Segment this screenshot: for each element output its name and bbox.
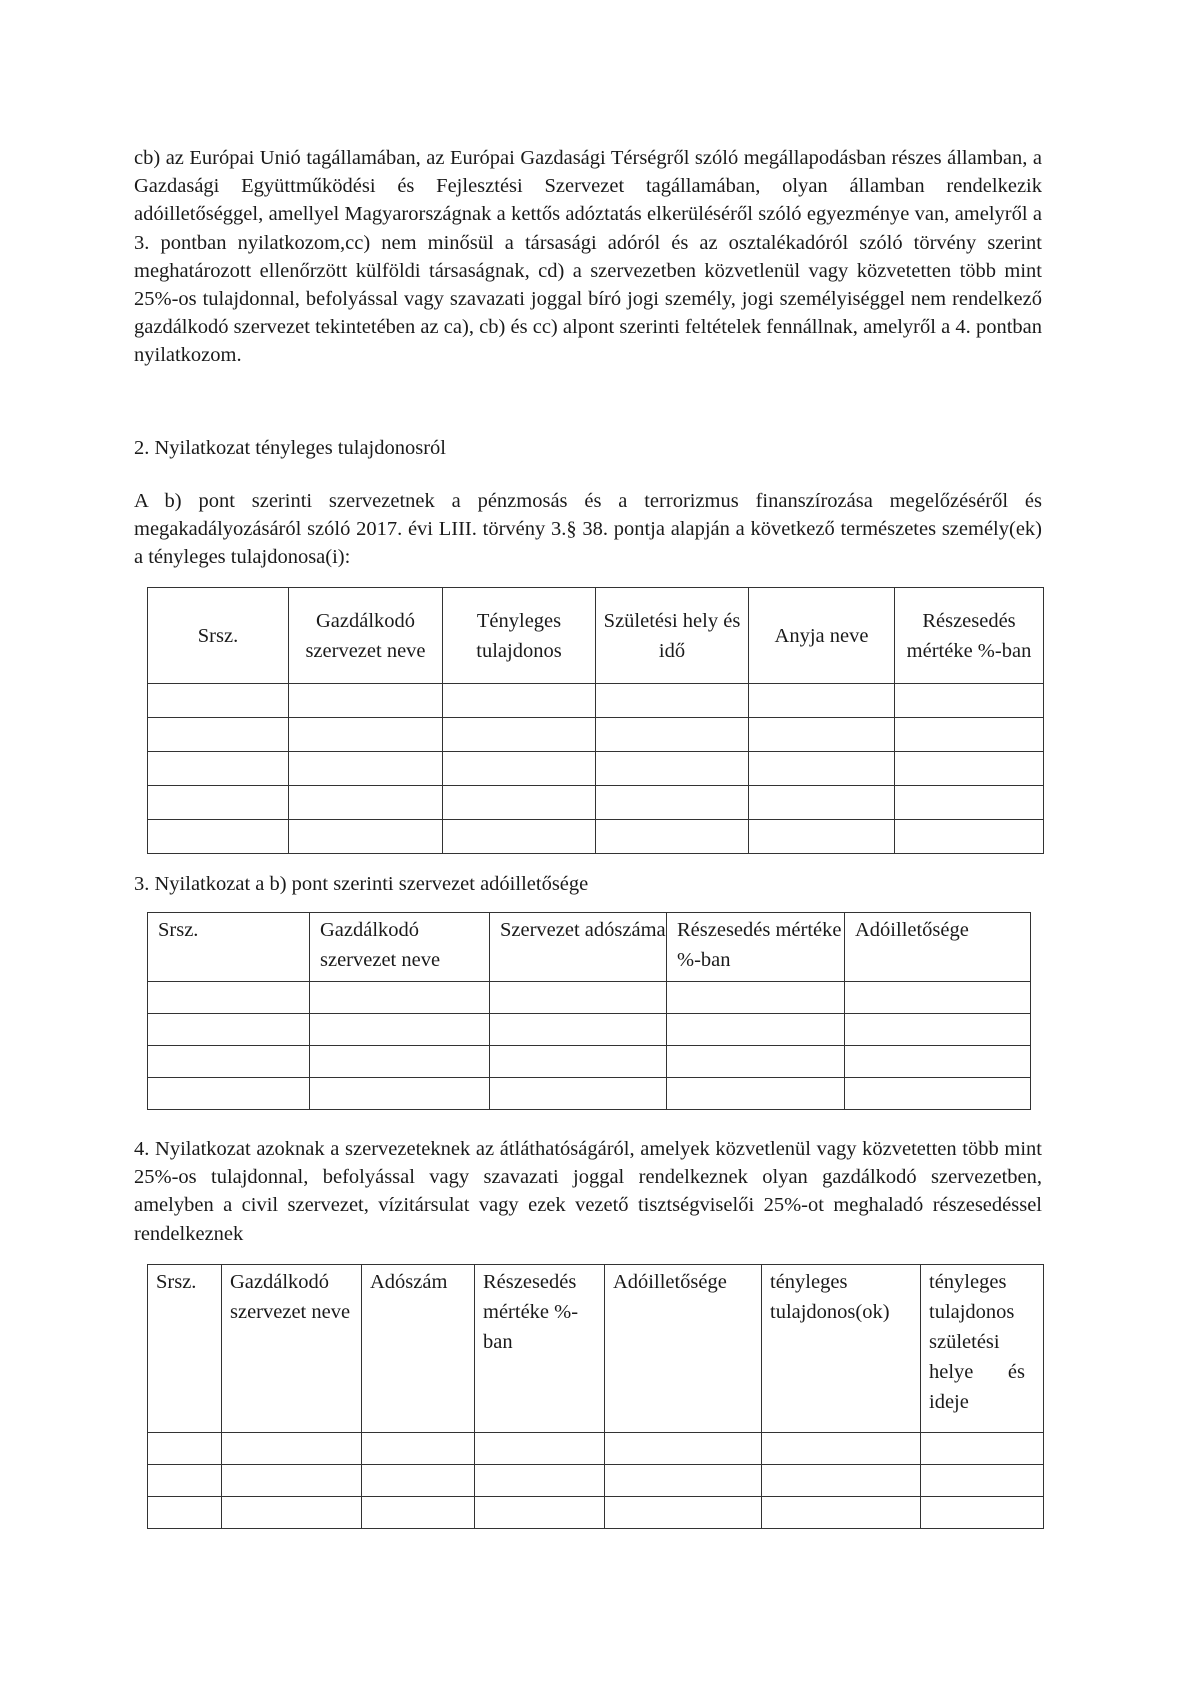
table-cell[interactable] xyxy=(596,752,749,786)
table-cell[interactable] xyxy=(490,1078,667,1110)
table-cell[interactable] xyxy=(289,718,443,752)
column-header: Gazdálkodó szervezet neve xyxy=(310,913,490,982)
table-cell[interactable] xyxy=(605,1465,762,1497)
table-cell[interactable] xyxy=(443,820,596,854)
table-cell[interactable] xyxy=(362,1465,475,1497)
table-cell[interactable] xyxy=(148,982,310,1014)
table-row xyxy=(148,1078,1031,1110)
table-cell[interactable] xyxy=(490,1046,667,1078)
column-header: Részesedés mértéke %-ban xyxy=(895,588,1044,684)
table-cell[interactable] xyxy=(596,718,749,752)
table-cell[interactable] xyxy=(921,1465,1044,1497)
table-cell[interactable] xyxy=(222,1433,362,1465)
table-cell[interactable] xyxy=(148,1433,222,1465)
table-cell[interactable] xyxy=(475,1465,605,1497)
column-header: Születési hely és idő xyxy=(596,588,749,684)
table-cell[interactable] xyxy=(749,786,895,820)
column-header: Srsz. xyxy=(148,913,310,982)
table-cell[interactable] xyxy=(148,752,289,786)
table-row xyxy=(148,1497,1044,1529)
column-header: Anyja neve xyxy=(749,588,895,684)
table-header-row xyxy=(148,913,1031,982)
column-header: Srsz. xyxy=(148,1265,222,1433)
table-cell[interactable] xyxy=(148,786,289,820)
table-cell[interactable] xyxy=(895,820,1044,854)
table-cell[interactable] xyxy=(921,1497,1044,1529)
paragraph-cb: cb) az Európai Unió tagállamában, az Európai Gazdasági Térségről szóló megállapodásban részes államban, a Gazdasági Együttműködési és Fejlesztési Szervezet tagállamában, olyan államban rendelkezik adóilletőséggel, amellyel Magyarországnak a kettős adóztatás elkerüléséről szóló egyezménye van, amelyről a 3. pontban nyilatkozom,cc) nem minősül a társasági adóról és az osztalékadóról szóló törvény szerint meghatározott ellenőrzött külföldi társaságnak, cd) a szervezetben közvetlenül vagy közvetetten több mint 25%-os tulajdonnal, befolyással vagy szavazati joggal bíró jogi személy, jogi személyiséggel nem rendelkező gazdálkodó szervezet tekintetében az ca), cb) és cc) alpont szerinti feltételek fennállnak, amelyről a 4. pontban nyilatkozom. xyxy=(134,147,1042,367)
table-cell[interactable] xyxy=(289,752,443,786)
table-cell[interactable] xyxy=(667,1078,845,1110)
table-cell[interactable] xyxy=(749,820,895,854)
table-cell[interactable] xyxy=(362,1433,475,1465)
table-cell[interactable] xyxy=(443,718,596,752)
section2-intro: A b) pont szerinti szervezetnek a pénzmosás és a terrorizmus finanszírozása megelőzéséről és megakadályozásáról szóló 2017. évi LIII. törvény 3.§ 38. pontja alapján a következő természetes személy(ek) a tényleges tulajdonosa(i): xyxy=(134,490,1042,569)
table-cell[interactable] xyxy=(475,1497,605,1529)
table-row xyxy=(148,1465,1044,1497)
column-header-text: tényleges tulajdonos születési helye és ideje xyxy=(929,1271,1025,1413)
column-header: Srsz. xyxy=(148,588,289,684)
table-cell[interactable] xyxy=(845,1046,1031,1078)
table-cell[interactable] xyxy=(845,1014,1031,1046)
table-cell[interactable] xyxy=(222,1465,362,1497)
transparency-table xyxy=(147,1264,1044,1529)
table-cell[interactable] xyxy=(605,1497,762,1529)
table-cell[interactable] xyxy=(490,1014,667,1046)
table-cell[interactable] xyxy=(148,684,289,718)
table-cell[interactable] xyxy=(443,786,596,820)
table-cell[interactable] xyxy=(148,820,289,854)
table-cell[interactable] xyxy=(490,982,667,1014)
column-header xyxy=(921,1265,1044,1433)
section2-heading: 2. Nyilatkozat tényleges tulajdonosról xyxy=(134,437,446,459)
section4-intro: 4. Nyilatkozat azoknak a szervezeteknek az átláthatóságáról, amelyek közvetlenül vagy közvetetten több mint 25%-os tulajdonnal, befolyással vagy szavazati joggal rendelkeznek olyan gazdálkodó szervezetben, amelyben a civil szervezet, vízitársulat vagy ezek vezető tisztségviselői 25%-ot meghaladó részesedéssel rendelkeznek xyxy=(134,1138,1042,1245)
table-cell[interactable] xyxy=(148,1046,310,1078)
table-cell[interactable] xyxy=(289,786,443,820)
column-header: Részesedés mértéke %-ban xyxy=(475,1265,605,1433)
column-header: Gazdálkodó szervezet neve xyxy=(289,588,443,684)
table-row xyxy=(148,1014,1031,1046)
table-row xyxy=(148,718,1044,752)
table-cell[interactable] xyxy=(289,820,443,854)
table-cell[interactable] xyxy=(475,1433,605,1465)
table-cell[interactable] xyxy=(895,718,1044,752)
table-cell[interactable] xyxy=(749,752,895,786)
column-header: tényleges tulajdonos(ok) xyxy=(762,1265,921,1433)
table-cell[interactable] xyxy=(310,1046,490,1078)
table-cell[interactable] xyxy=(667,982,845,1014)
table-row xyxy=(148,1046,1031,1078)
table-cell[interactable] xyxy=(289,684,443,718)
table-row xyxy=(148,1433,1044,1465)
table-cell[interactable] xyxy=(596,786,749,820)
table-cell[interactable] xyxy=(762,1497,921,1529)
table-cell[interactable] xyxy=(762,1465,921,1497)
table-row xyxy=(148,752,1044,786)
table-row xyxy=(148,820,1044,854)
table-cell[interactable] xyxy=(148,1465,222,1497)
table-row xyxy=(148,982,1031,1014)
section3-heading: 3. Nyilatkozat a b) pont szerinti szervezet adóilletősége xyxy=(134,873,589,895)
column-header: Adószám xyxy=(362,1265,475,1433)
table-cell[interactable] xyxy=(310,1014,490,1046)
table-cell[interactable] xyxy=(921,1433,1044,1465)
table-cell[interactable] xyxy=(749,684,895,718)
tax-residency-table xyxy=(147,912,1031,1110)
column-header: Részesedés mértéke %-ban xyxy=(667,913,845,982)
table-cell[interactable] xyxy=(148,1078,310,1110)
table-cell[interactable] xyxy=(148,718,289,752)
table-row xyxy=(148,786,1044,820)
table-cell[interactable] xyxy=(762,1433,921,1465)
table-cell[interactable] xyxy=(667,1046,845,1078)
table-header-row xyxy=(148,588,1044,684)
table-cell[interactable] xyxy=(749,718,895,752)
beneficial-owner-table xyxy=(147,587,1044,854)
column-header: Gazdálkodó szervezet neve xyxy=(222,1265,362,1433)
table-cell[interactable] xyxy=(596,820,749,854)
column-header: Tényleges tulajdonos xyxy=(443,588,596,684)
table-cell[interactable] xyxy=(605,1433,762,1465)
table-cell[interactable] xyxy=(148,1497,222,1529)
table-cell[interactable] xyxy=(895,752,1044,786)
table-cell[interactable] xyxy=(667,1014,845,1046)
table-cell[interactable] xyxy=(362,1497,475,1529)
table-cell[interactable] xyxy=(443,684,596,718)
table-cell[interactable] xyxy=(443,752,596,786)
table-header-row xyxy=(148,1265,1044,1433)
table-cell[interactable] xyxy=(895,786,1044,820)
column-header: Adóilletősége xyxy=(845,913,1031,982)
table-cell[interactable] xyxy=(222,1497,362,1529)
table-cell[interactable] xyxy=(845,1078,1031,1110)
column-header: Adóilletősége xyxy=(605,1265,762,1433)
table-cell[interactable] xyxy=(596,684,749,718)
table-cell[interactable] xyxy=(895,684,1044,718)
table-row xyxy=(148,684,1044,718)
column-header: Szervezet adószáma xyxy=(490,913,667,982)
table-cell[interactable] xyxy=(148,1014,310,1046)
table-cell[interactable] xyxy=(845,982,1031,1014)
table-cell[interactable] xyxy=(310,982,490,1014)
table-cell[interactable] xyxy=(310,1078,490,1110)
